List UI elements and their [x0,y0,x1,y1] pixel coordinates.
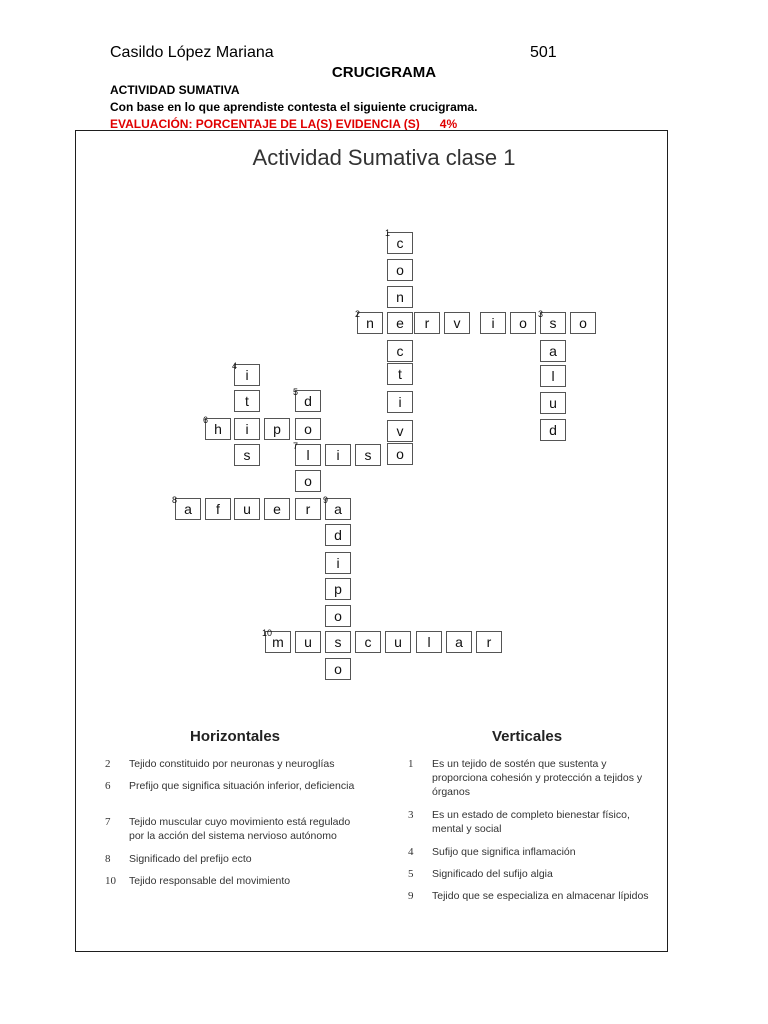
cell-9-3[interactable]: i [325,552,351,574]
clue-text: Tejido responsable del movimiento [129,875,291,887]
cell-2-4[interactable]: v [444,312,470,334]
cell-1-8[interactable]: v [387,420,413,442]
clue-num: 2 [105,758,111,770]
crossword-title: Actividad Sumativa clase 1 [252,145,516,170]
clue-text: Tejido que se especializa en almacenar lípidos [432,890,649,902]
student-name: Casildo López Mariana [110,44,274,61]
cell-8-1[interactable]: a [175,498,201,520]
cell-10-4[interactable]: c [355,631,381,653]
cell-9-6[interactable]: s [325,631,351,653]
clue-number-5: 5 [293,387,299,397]
clue-num: 8 [105,853,111,865]
cell-2-1[interactable]: n [357,312,383,334]
cell-3-4[interactable]: u [540,392,566,414]
cell-7-3[interactable]: s [355,444,381,466]
cell-3-3[interactable]: l [540,365,566,387]
clue-num: 5 [408,868,414,880]
horizontal-clues-title: Horizontales [190,728,281,745]
clue-num: 1 [408,758,414,770]
cell-1-3[interactable]: n [387,286,413,308]
clue-text: Tejido constituido por neuronas y neuroglías [129,758,335,770]
cell-10-6[interactable]: l [416,631,442,653]
clue-num: 6 [105,780,111,792]
cell-1-7[interactable]: i [387,391,413,413]
clue-number-10: 10 [262,628,273,638]
clue-number-2: 2 [355,309,361,319]
clue-text: Sufijo que significa inflamación [432,846,576,858]
cell-8-4[interactable]: e [264,498,290,520]
clue-text: Tejido muscular cuyo movimiento está regulado por la acción del sistema nervioso autónomo [129,816,351,842]
instruction-text: Con base en lo que aprendiste contesta el siguiente crucigrama. [110,100,478,114]
cell-7-2[interactable]: i [325,444,351,466]
cell-8-2[interactable]: f [205,498,231,520]
cell-2-3[interactable]: r [414,312,440,334]
cell-2-5[interactable]: i [480,312,506,334]
clue-text: Es un tejido de sostén que sustenta y proporciona cohesión y protección a tejidos y órganos [432,758,643,798]
cell-5-4[interactable]: o [295,470,321,492]
cell-1-5[interactable]: c [387,340,413,362]
cell-3-5[interactable]: d [540,419,566,441]
cell-3-2[interactable]: a [540,340,566,362]
evaluation-text: EVALUACIÓN: PORCENTAJE DE LA(S) EVIDENCIA (S) [110,117,420,131]
activity-label: ACTIVIDAD SUMATIVA [110,83,240,97]
cell-4-1[interactable]: i [234,364,260,386]
cell-5-2[interactable]: o [295,418,321,440]
group-number: 501 [530,44,557,61]
clue-number-9: 9 [323,495,329,505]
clue-num: 4 [408,846,414,858]
cell-2-7[interactable]: s [540,312,566,334]
cell-4-3[interactable]: i [234,418,260,440]
clue-text: Prefijo que significa situación inferior, deficiencia [129,780,355,792]
cell-9-4[interactable]: p [325,578,351,600]
cell-1-2[interactable]: o [387,259,413,281]
vertical-clues-title: Verticales [492,728,563,745]
cell-8-6[interactable]: a [325,498,351,520]
clue-text: Significado del prefijo ecto [129,853,252,865]
cell-4-4[interactable]: s [234,444,260,466]
cell-10-7[interactable]: a [446,631,472,653]
cell-4-2[interactable]: t [234,390,260,412]
evaluation-percentage: 4% [439,117,458,131]
cell-10-5[interactable]: u [385,631,411,653]
clue-number-1: 1 [385,228,391,238]
cell-1-4[interactable]: e [387,312,413,334]
clue-number-7: 7 [293,441,299,451]
cell-8-5[interactable]: r [295,498,321,520]
cell-6-3[interactable]: p [264,418,290,440]
evaluation-line [110,117,457,131]
clue-number-4: 4 [232,361,238,371]
cell-2-8[interactable]: o [570,312,596,334]
cell-9-5[interactable]: o [325,605,351,627]
page-title: CRUCIGRAMA [331,64,437,81]
cell-10-1[interactable]: m [265,631,291,653]
clue-num: 10 [105,875,116,887]
cell-8-3[interactable]: u [234,498,260,520]
cell-6-1[interactable]: h [205,418,231,440]
cell-1-1[interactable]: c [387,232,413,254]
cell-5-3[interactable]: l [295,444,321,466]
clue-number-3: 3 [538,309,544,319]
cell-1-9[interactable]: o [387,443,413,465]
cell-9-7[interactable]: o [325,658,351,680]
cell-5-1[interactable]: d [295,390,321,412]
cell-1-6[interactable]: t [387,363,413,385]
clue-number-8: 8 [172,495,178,505]
clue-num: 3 [408,809,414,821]
cell-9-2[interactable]: d [325,524,351,546]
clue-num: 9 [408,890,414,902]
clue-number-6: 6 [203,415,209,425]
clue-num: 7 [105,816,111,828]
cell-2-6[interactable]: o [510,312,536,334]
clue-text: Es un estado de completo bienestar físico, mental y social [432,809,630,835]
cell-10-2[interactable]: u [295,631,321,653]
clue-text: Significado del sufijo algia [432,868,553,880]
cell-10-8[interactable]: r [476,631,502,653]
